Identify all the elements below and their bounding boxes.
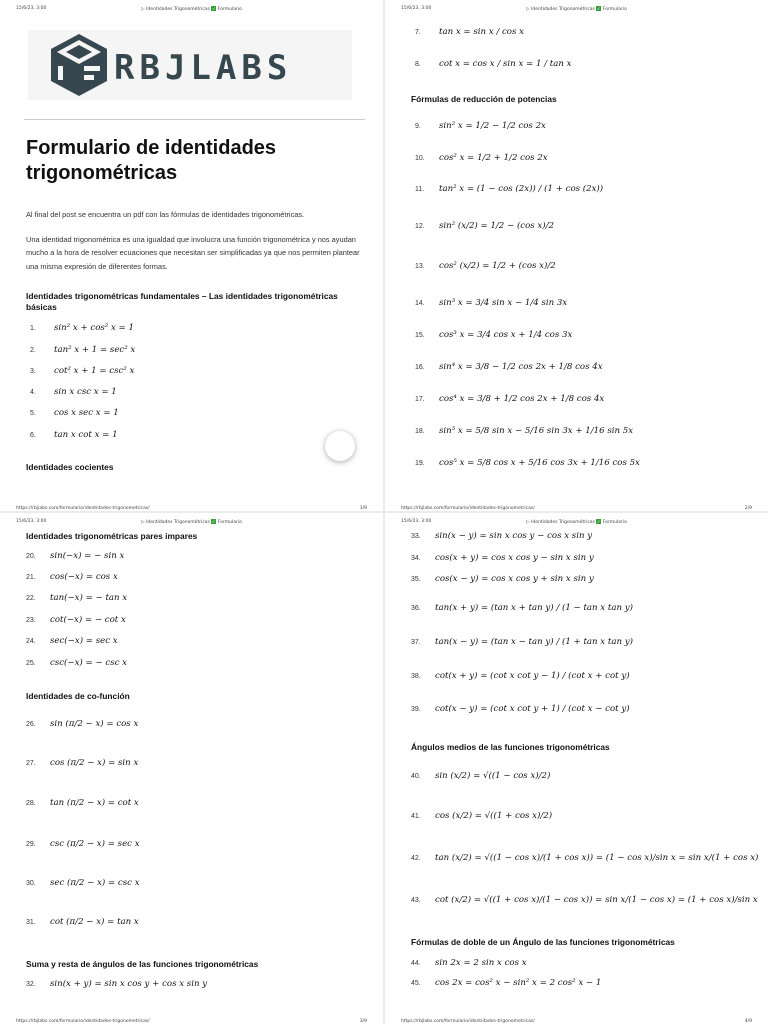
header-title: Identidades Trigonométricas	[146, 520, 210, 525]
footer-url[interactable]: https://rbjlabs.com/formulario/identidades-trigonometricas/	[401, 1019, 535, 1024]
check-icon: ✓	[212, 6, 216, 11]
section-cofuncion: Identidades de co-función	[26, 691, 130, 701]
print-date: 15/6/23, 3:00	[16, 519, 47, 524]
formula: tan² x + 1 = sec² x	[54, 345, 136, 355]
formula: tan(−x) = − tan x	[50, 593, 128, 603]
formula: tan x = sin x / cos x	[439, 27, 524, 37]
formula-item: 34. cos(x + y) = cos x cos y − sin x sin y	[411, 553, 594, 563]
section-suma: Suma y resta de ángulos de las funciones trigonométricas	[26, 959, 259, 969]
header-title: Identidades Trigonométricas	[531, 7, 595, 12]
pdf-page-3	[0, 513, 383, 1024]
formula: sin 2x = 2 sin x cos x	[435, 958, 527, 968]
formula: tan (π/2 − x) = cot x	[50, 798, 139, 808]
formula-item: 39. cot(x − y) = (cot x cot y + 1) / (cot x − cot y)	[411, 704, 630, 714]
formula: sin (x/2) = √((1 − cos x)/2)	[435, 771, 551, 781]
formula-item: 5. cos x sec x = 1	[30, 408, 119, 418]
section-pares: Identidades trigonométricas pares impares	[26, 531, 198, 541]
formula: tan(x − y) = (tan x − tan y) / (1 + tan x tan y)	[435, 637, 633, 647]
rbjlabs-logo	[28, 30, 352, 100]
formula: cos x sec x = 1	[54, 408, 119, 418]
section-cocientes: Identidades cocientes	[26, 462, 114, 472]
formula: cot (x/2) = √((1 + cos x)/(1 − cos x)) = sin x/(1 − cos x) = (1 + cos x)/sin x	[435, 895, 758, 905]
formula-item: 7. tan x = sin x / cos x	[415, 27, 524, 37]
formula: cot x = cos x / sin x = 1 / tan x	[439, 59, 572, 69]
formula: cos(x + y) = cos x cos y − sin x sin y	[435, 553, 594, 563]
formula-item: 35. cos(x − y) = cos x cos y + sin x sin y	[411, 574, 594, 584]
formula: cos² x = 1/2 + 1/2 cos 2x	[439, 153, 548, 163]
header-suffix: Formulario	[217, 520, 242, 525]
formula-item: 4. sin x csc x = 1	[30, 387, 117, 397]
print-date: 15/6/23, 3:00	[16, 6, 47, 11]
formula: sin² (x/2) = 1/2 − (cos x)/2	[439, 221, 554, 231]
formula: cot(−x) = − cot x	[50, 615, 126, 625]
header-title: Identidades Trigonométricas	[146, 7, 210, 12]
formula-item: 26. sin (π/2 − x) = cos x	[26, 719, 139, 729]
header-title: Identidades Trigonométricas	[531, 520, 595, 525]
cube-logo-icon	[48, 32, 110, 98]
formula-item: 23. cot(−x) = − cot x	[26, 615, 126, 625]
formula-item: 1. sin² x + cos² x = 1	[30, 323, 134, 333]
formula-item: 36. tan(x + y) = (tan x + tan y) / (1 − tan x tan y)	[411, 603, 633, 613]
formula: sin(x − y) = sin x cos y − cos x sin y	[435, 531, 593, 541]
pdf-page-2	[385, 0, 768, 511]
formula-item: 20. sin(−x) = − sin x	[26, 551, 125, 561]
formula-item: 6. tan x cot x = 1	[30, 430, 118, 440]
formula: sec (π/2 − x) = csc x	[50, 878, 140, 888]
footer-url[interactable]: https://rbjlabs.com/formulario/identidades-trigonometricas/	[401, 506, 535, 511]
formula: sin³ x = 3/4 sin x − 1/4 sin 3x	[439, 298, 568, 308]
formula: sin x csc x = 1	[54, 387, 117, 397]
section-reduccion: Fórmulas de reducción de potencias	[411, 94, 557, 104]
formula-item: 3. cot² x + 1 = csc² x	[30, 366, 135, 376]
formula: cos(x − y) = cos x cos y + sin x sin y	[435, 574, 594, 584]
divider	[24, 119, 365, 120]
formula-item: 24. sec(−x) = sec x	[26, 636, 118, 646]
formula-item: 30. sec (π/2 − x) = csc x	[26, 878, 140, 888]
formula: cos² (x/2) = 1/2 + (cos x)/2	[439, 261, 556, 271]
formula: sin⁵ x = 5/8 sin x − 5/16 sin 3x + 1/16 sin 5x	[439, 426, 634, 436]
formula-item: 14. sin³ x = 3/4 sin x − 1/4 sin 3x	[415, 298, 568, 308]
formula: tan x cot x = 1	[54, 430, 118, 440]
formula-item: 44. sin 2x = 2 sin x cos x	[411, 958, 527, 968]
check-icon: ✓	[212, 519, 216, 524]
formula: sec(−x) = sec x	[50, 636, 118, 646]
page-number: 1/9	[359, 506, 367, 511]
page-header-title: ▷ Identidades Trigonométricas ✓ Formulario	[526, 519, 627, 525]
formula: cot(x − y) = (cot x cot y + 1) / (cot x − cot y)	[435, 704, 630, 714]
footer-url[interactable]: https://rbjlabs.com/formulario/identidades-trigonometricas/	[16, 506, 150, 511]
page-header-title: ▷ Identidades Trigonométricas ✓ Formulario	[141, 6, 242, 12]
page-title: Formulario de identidades trigonométricas	[26, 137, 277, 184]
formula-item: 8. cot x = cos x / sin x = 1 / tan x	[415, 59, 572, 69]
page-header-title: ▷ Identidades Trigonométricas ✓ Formulario	[141, 519, 242, 525]
formula: cos (x/2) = √((1 + cos x)/2)	[435, 811, 553, 821]
formula: cot(x + y) = (cot x cot y − 1) / (cot x + cot y)	[435, 671, 630, 681]
formula: cos⁴ x = 3/8 + 1/2 cos 2x + 1/8 cos 4x	[439, 394, 605, 404]
formula: tan(x + y) = (tan x + tan y) / (1 − tan x tan y)	[435, 603, 633, 613]
section-doble: Fórmulas de doble de un Ángulo de las funciones trigonométricas	[411, 937, 675, 947]
formula-item: 10. cos² x = 1/2 + 1/2 cos 2x	[415, 153, 548, 163]
formula: cos 2x = cos² x − sin² x = 2 cos² x − 1	[435, 978, 602, 988]
floating-action-button[interactable]	[325, 431, 355, 461]
formula-item: 18. sin⁵ x = 5/8 sin x − 5/16 sin 3x + 1/16 sin 5x	[415, 426, 634, 436]
formula-item: 45. cos 2x = cos² x − sin² x = 2 cos² x − 1	[411, 978, 602, 988]
formula-item: 29. csc (π/2 − x) = sec x	[26, 839, 140, 849]
formula: csc (π/2 − x) = sec x	[50, 839, 140, 849]
formula-item: 28. tan (π/2 − x) = cot x	[26, 798, 139, 808]
print-date: 15/6/23, 3:00	[401, 6, 432, 11]
formula-item: 11. tan² x = (1 − cos (2x)) / (1 + cos (2x))	[415, 184, 604, 194]
formula-item: 42. tan (x/2) = √((1 − cos x)/(1 + cos x)) = (1 − cos x)/sin x = sin x/(1 + cos x)	[411, 853, 759, 863]
formula-item: 21. cos(−x) = cos x	[26, 572, 118, 582]
formula: sin(x + y) = sin x cos y + cos x sin y	[50, 979, 208, 989]
formula: cot² x + 1 = csc² x	[54, 366, 135, 376]
formula: cos (π/2 − x) = sin x	[50, 758, 139, 768]
page-number: 3/9	[359, 1019, 367, 1024]
formula: tan (x/2) = √((1 − cos x)/(1 + cos x)) = (1 − cos x)/sin x = sin x/(1 + cos x)	[435, 853, 759, 863]
formula-item: 19. cos⁵ x = 5/8 cos x + 5/16 cos 3x + 1/16 cos 5x	[415, 458, 640, 468]
header-suffix: Formulario	[217, 7, 242, 12]
description-paragraph: Una identidad trigonométrica es una igualdad que involucra una función trigonométrica y nos ayudan mucho a la hora de resolver ecuaciones que necesitan ser simplificadas ya que nos permiten plantear una misma expresión de diferentes formas.	[26, 235, 360, 271]
formula: sin(−x) = − sin x	[50, 551, 125, 561]
footer-url[interactable]: https://rbjlabs.com/formulario/identidades-trigonometricas/	[16, 1019, 150, 1024]
logo-text: RBJLABS	[114, 48, 293, 88]
formula-item: 27. cos (π/2 − x) = sin x	[26, 758, 139, 768]
header-suffix: Formulario	[602, 7, 627, 12]
section-fundamentales: Identidades trigonométricas fundamentales – Las identidades trigonométricas básicas	[26, 291, 338, 312]
page-number: 2/9	[744, 506, 752, 511]
pdf-page-1	[0, 0, 383, 511]
formula-item: 31. cot (π/2 − x) = tan x	[26, 917, 139, 927]
formula: cos³ x = 3/4 cos x + 1/4 cos 3x	[439, 330, 573, 340]
formula-item: 12. sin² (x/2) = 1/2 − (cos x)/2	[415, 221, 554, 231]
page-header-title: ▷ Identidades Trigonométricas ✓ Formulario	[526, 6, 627, 12]
formula-item: 32. sin(x + y) = sin x cos y + cos x sin y	[26, 979, 208, 989]
formula: sin² x = 1/2 − 1/2 cos 2x	[439, 121, 546, 131]
formula-item: 17. cos⁴ x = 3/8 + 1/2 cos 2x + 1/8 cos 4x	[415, 394, 605, 404]
formula: sin (π/2 − x) = cos x	[50, 719, 139, 729]
formula-item: 43. cot (x/2) = √((1 + cos x)/(1 − cos x)) = sin x/(1 − cos x) = (1 + cos x)/sin x	[411, 895, 758, 905]
pdf-page-4	[385, 513, 768, 1024]
formula-item: 2. tan² x + 1 = sec² x	[30, 345, 136, 355]
formula: cot (π/2 − x) = tan x	[50, 917, 139, 927]
formula-item: 25. csc(−x) = − csc x	[26, 658, 127, 668]
page-number: 4/9	[744, 1019, 752, 1024]
intro-paragraph: Al final del post se encuentra un pdf con las fórmulas de identidades trigonométricas.	[26, 210, 305, 219]
formula: sin⁴ x = 3/8 − 1/2 cos 2x + 1/8 cos 4x	[439, 362, 603, 372]
formula-item: 9. sin² x = 1/2 − 1/2 cos 2x	[415, 121, 546, 131]
formula-item: 15. cos³ x = 3/4 cos x + 1/4 cos 3x	[415, 330, 573, 340]
formula-item: 33. sin(x − y) = sin x cos y − cos x sin y	[411, 531, 593, 541]
formula: tan² x = (1 − cos (2x)) / (1 + cos (2x))	[439, 184, 604, 194]
formula-item: 38. cot(x + y) = (cot x cot y − 1) / (cot x + cot y)	[411, 671, 630, 681]
formula: sin² x + cos² x = 1	[54, 323, 134, 333]
formula: csc(−x) = − csc x	[50, 658, 127, 668]
check-icon: ✓	[597, 6, 601, 11]
formula-item: 16. sin⁴ x = 3/8 − 1/2 cos 2x + 1/8 cos 4x	[415, 362, 603, 372]
formula-item: 40. sin (x/2) = √((1 − cos x)/2)	[411, 771, 551, 781]
formula: cos(−x) = cos x	[50, 572, 118, 582]
check-icon: ✓	[597, 519, 601, 524]
formula-item: 37. tan(x − y) = (tan x − tan y) / (1 + tan x tan y)	[411, 637, 633, 647]
formula-item: 13. cos² (x/2) = 1/2 + (cos x)/2	[415, 261, 556, 271]
formula: cos⁵ x = 5/8 cos x + 5/16 cos 3x + 1/16 cos 5x	[439, 458, 640, 468]
formula-item: 22. tan(−x) = − tan x	[26, 593, 128, 603]
header-suffix: Formulario	[602, 520, 627, 525]
section-medios: Ángulos medios de las funciones trigonométricas	[411, 742, 610, 752]
print-date: 15/6/23, 3:00	[401, 519, 432, 524]
formula-item: 41. cos (x/2) = √((1 + cos x)/2)	[411, 811, 553, 821]
